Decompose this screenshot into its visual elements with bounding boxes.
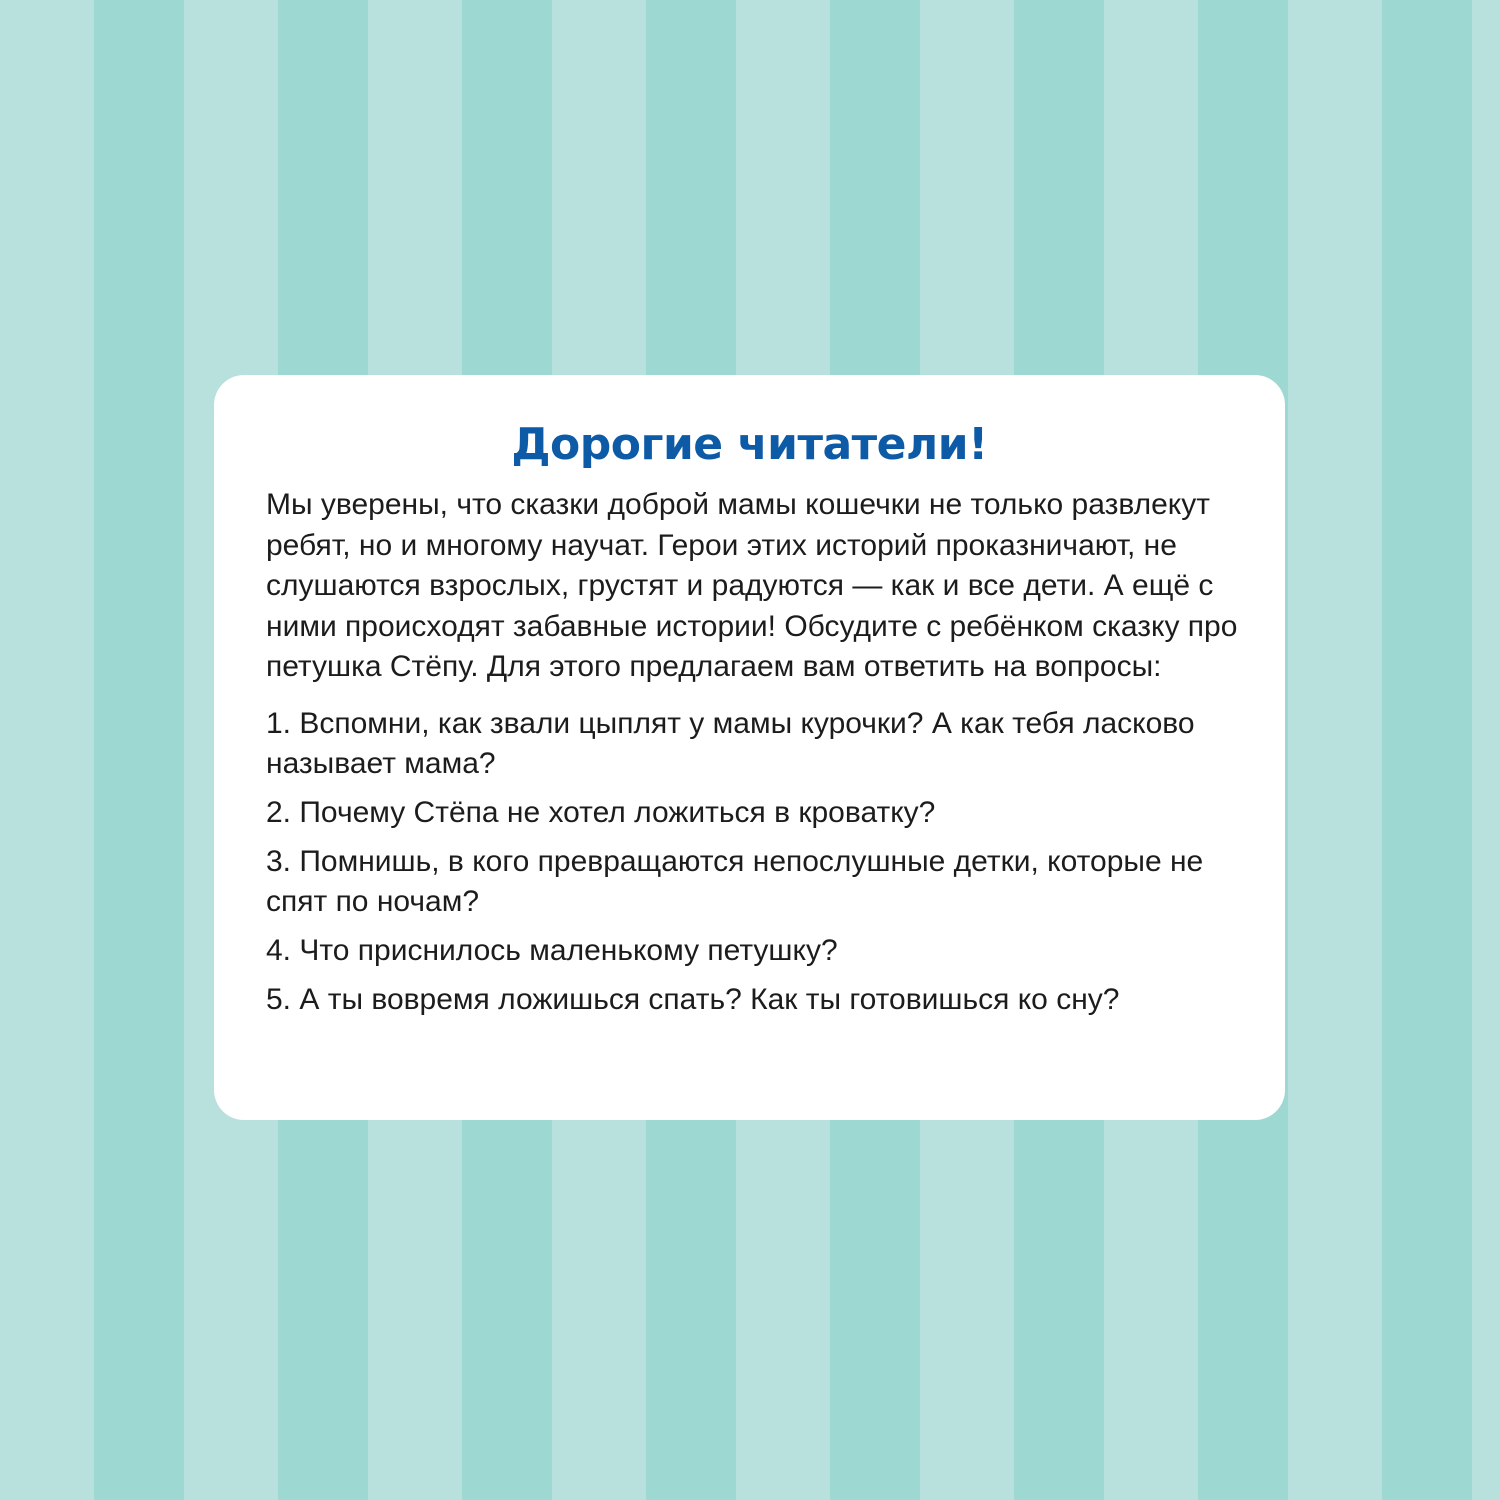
question-item: 1. Вспомни, как звали цыплят у мамы курочки? А как тебя ласково называет мама?	[266, 706, 1195, 780]
question-item: 4. Что приснилось маленькому петушку?	[266, 933, 838, 967]
question-list	[266, 704, 1251, 1020]
question-item: 2. Почему Стёпа не хотел ложиться в кроватку?	[266, 795, 936, 829]
message-card	[214, 375, 1285, 1120]
question-item: 3. Помнишь, в кого превращаются непослушные детки, которые не спят по ночам?	[266, 844, 1204, 918]
question-item: 5. А ты вовремя ложишься спать? Как ты готовишься ко сну?	[266, 982, 1120, 1016]
intro-paragraph: Мы уверены, что сказки доброй мамы кошечки не только развлекут ребят, но и многому научат. Герои этих историй проказничают, не слушаются взрослых, грустят и радуются — как и все дети. А ещё с ними происходят забавные истории! Обсудите с ребёнком сказку про петушка Стёпу. Для этого предлагаем вам ответить на вопросы:	[266, 488, 1238, 684]
card-title: Дорогие читатели!	[511, 419, 988, 470]
